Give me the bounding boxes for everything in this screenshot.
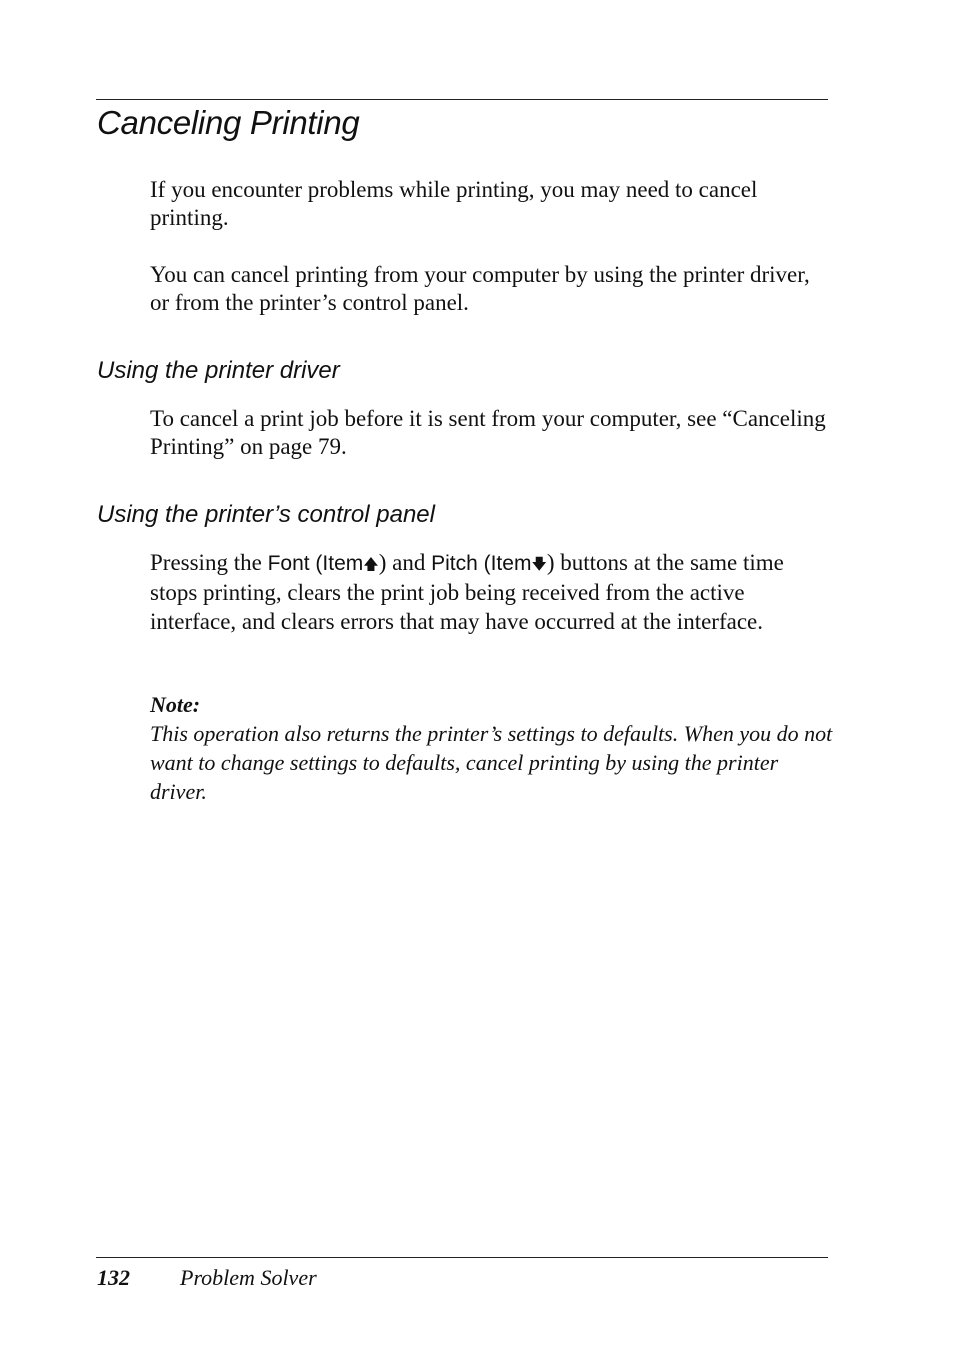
panel-text-after: ) buttons at the same time stops printing, clears the print job being received from the active interface, and clears errors that may have occurred at the interface.: [150, 550, 784, 634]
up-arrow-icon: 🡅: [363, 555, 379, 573]
intro-paragraph-2: You can cancel printing from your computer by using the printer driver, or from the printer’s control panel.: [150, 262, 810, 316]
pitch-button-label: Pitch (Item: [431, 552, 532, 575]
control-panel-paragraph: [150, 549, 830, 636]
page-title: Canceling Printing: [97, 104, 360, 141]
note-label: Note:: [150, 692, 201, 717]
footer-page-number: 132: [97, 1265, 130, 1290]
intro-paragraph-1: If you encounter problems while printing, you may need to cancel printing.: [150, 177, 758, 231]
footer-rule: [96, 1257, 828, 1258]
note-text: This operation also returns the printer’s settings to defaults. When you do not want to change settings to defaults, cancel printing by using the printer driver.: [150, 721, 833, 804]
panel-and: and: [386, 550, 432, 575]
panel-close-paren: ): [378, 550, 387, 575]
section-heading-printer-driver: Using the printer driver: [97, 357, 340, 384]
section-heading-control-panel: Using the printer’s control panel: [97, 501, 435, 528]
font-button-label: Font (Item: [267, 552, 364, 575]
panel-text-before: Pressing the: [150, 550, 268, 575]
header-rule: [96, 99, 828, 100]
footer-section-title: Problem Solver: [180, 1265, 317, 1290]
printer-driver-paragraph: To cancel a print job before it is sent from your computer, see “Canceling Printing” on page 79.: [150, 406, 826, 460]
down-arrow-icon: 🡇: [531, 555, 547, 573]
